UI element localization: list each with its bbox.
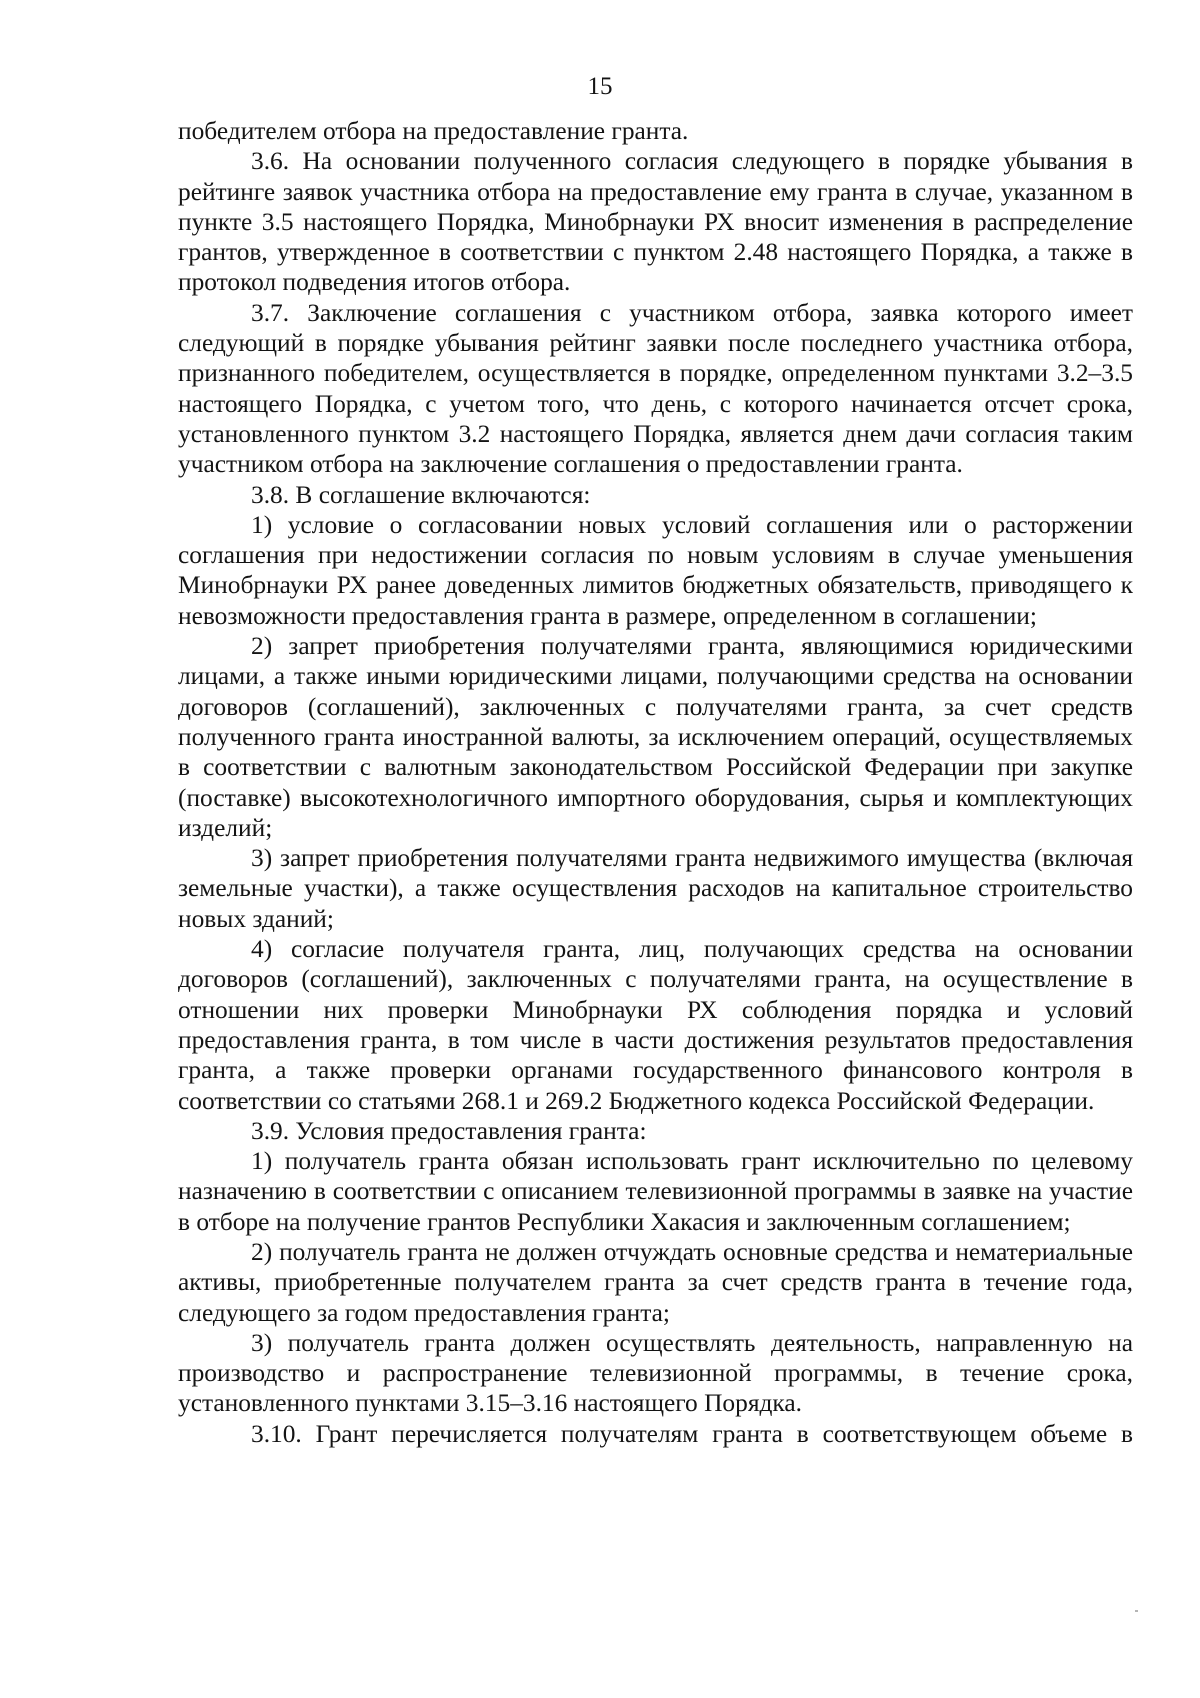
list-item-3-8-3: 3) запрет приобретения получателями гранта недвижимого имущества (включая земельные участки), а также осуществления расходов на капитальное строительство новых зданий; <box>178 844 1133 933</box>
paragraph-3-6: 3.6. На основании полученного согласия следующего в порядке убывания в рейтинге заявок участника отбора на предоставление ему гранта в случае, указанном в пункте 3.5 настоящего Порядка, Минобрнауки РХ вносит изменения в распределение грантов, утвержденное в соответствии с пунктом 2.48 настоящего Порядка, а также в протокол подведения итогов отбора. <box>178 147 1133 297</box>
paragraph-3-7: 3.7. Заключение соглашения с участником отбора, заявка которого имеет следующий в порядке убывания рейтинг заявки после последнего участника отбора, признанного победителем, осуществляется в порядке, определенном пунктами 3.2–3.5 настоящего Порядка, с учетом того, что день, с которого начинается отсчет срока, установленного пунктом 3.2 настоящего Порядка, является днем дачи согласия таким участником отбора на заключение соглашения о предоставлении гранта. <box>178 298 1133 479</box>
document-body <box>178 116 1133 1449</box>
list-item-3-8-1: 1) условие о согласовании новых условий соглашения или о расторжении соглашения при недостижении согласия по новым условиям в случае уменьшения Минобрнауки РХ ранее доведенных лимитов бюджетных обязательств, приводящего к невозможности предоставления гранта в размере, определенном в соглашении; <box>178 510 1133 630</box>
list-item-3-8-2: 2) запрет приобретения получателями гранта, являющимися юридическими лицами, а также иными юридическими лицами, получающими средства на основании договоров (соглашений), заключенных с получателями гранта, за счет средств полученного гранта иностранной валюты, за исключением операций, осуществляемых в соответствии с валютным законодательством Российской Федерации при закупке (поставке) высокотехнологичного импортного оборудования, сырья и комплектующих изделий; <box>178 632 1133 842</box>
list-item-3-9-3: 3) получатель гранта должен осуществлять деятельность, направленную на производство и распространение телевизионной программы, в течение срока, установленного пунктами 3.15–3.16 настоящего Порядка. <box>178 1328 1133 1418</box>
paragraph-3-10: 3.10. Грант перечисляется получателям гранта в соответствующем объеме в <box>251 1419 1133 1448</box>
list-item-3-9-1: 1) получатель гранта обязан использовать грант исключительно по целевому назначению в соответствии с описанием телевизионной программы в заявке на участие в отборе на получение грантов Республики Хакасия и заключенным соглашением; <box>178 1147 1133 1236</box>
paragraph-continuation: победителем отбора на предоставление гранта. <box>178 117 689 145</box>
paragraph-3-9-heading: 3.9. Условия предоставления гранта: <box>251 1116 647 1145</box>
scan-dust-mark <box>1135 1610 1138 1612</box>
page-number: 15 <box>587 73 613 100</box>
paragraph-3-8-heading: 3.8. В соглашение включаются: <box>251 480 591 509</box>
list-item-3-8-4: 4) согласие получателя гранта, лиц, получающих средства на основании договоров (соглашений), заключенных с получателями гранта, на осуществление в отношении них проверки Минобрнауки РХ соблюдения порядка и условий предоставления гранта, в том числе в части достижения результатов предоставления гранта, а также проверки органами государственного финансового контроля в соответствии со статьями 268.1 и 269.2 Бюджетного кодекса Российской Федерации. <box>178 935 1133 1115</box>
list-item-3-9-2: 2) получатель гранта не должен отчуждать основные средства и нематериальные активы, приобретенные получателем гранта за счет средств гранта в течение года, следующего за годом предоставления гранта; <box>178 1237 1133 1327</box>
